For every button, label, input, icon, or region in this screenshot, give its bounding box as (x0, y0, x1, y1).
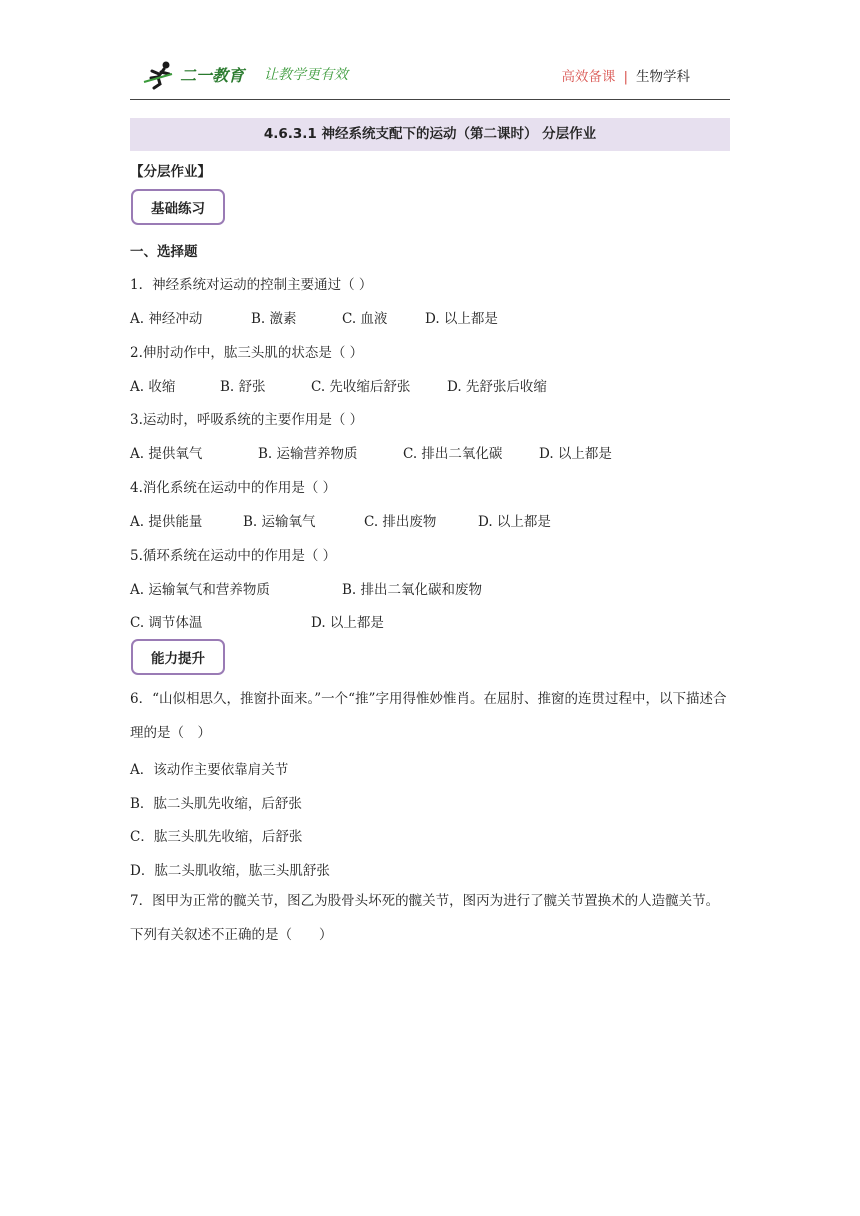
option-d: D. 以上都是 (539, 446, 612, 462)
option-b: B. 运输氧气 (243, 514, 316, 530)
question-6-option-d: D．肱二头肌收缩，肱三头肌舒张 (130, 863, 330, 879)
question-1-options (130, 307, 498, 327)
question-1-stem: 1．神经系统对运动的控制主要通过（ ） (130, 277, 373, 293)
heading-choice: 一、选择题 (130, 244, 198, 260)
question-2-options (130, 375, 547, 395)
option-c: C. 排出废物 (364, 514, 437, 530)
question-6-option-b: B．肱二头肌先收缩，后舒张 (130, 796, 302, 812)
option-a: A. 提供能量 (130, 514, 203, 530)
header-right (561, 65, 690, 85)
option-c: C. 排出二氧化碳 (403, 446, 503, 462)
option-c: C. 血液 (342, 311, 388, 327)
question-6-option-a: A．该动作主要依靠肩关节 (130, 762, 289, 778)
question-7-stem: 7．图甲为正常的髋关节，图乙为股骨头坏死的髋关节，图丙为进行了髋关节置换术的人造髋关节。下列有关叙述不正确的是（ ） (130, 893, 720, 943)
badge-basic: 基础练习 (131, 189, 225, 225)
option-a: A. 收缩 (130, 379, 176, 395)
question-3-stem: 3.运动时，呼吸系统的主要作用是（ ） (130, 412, 364, 428)
question-5-options-row-1 (130, 578, 482, 598)
page-title: 4.6.3.1 神经系统支配下的运动（第二课时） 分层作业 (130, 118, 730, 151)
option-d: D. 以上都是 (311, 615, 384, 631)
logo-text: 二一教育 (180, 66, 245, 85)
option-a: A. 神经冲动 (130, 311, 203, 327)
question-6-stem: 6．“山似相思久，推窗扑面来。”一个“推”字用得惟妙惟肖。在屈肘、推窗的连贯过程中，以下描述合理的是（ ） (130, 691, 727, 741)
header-tag-prep: 高效备课 (561, 69, 616, 85)
option-d: D. 先舒张后收缩 (447, 379, 547, 395)
option-b: B. 激素 (251, 311, 297, 327)
header-rule (130, 99, 730, 100)
section-label: 【分层作业】 (130, 164, 211, 180)
badge-advanced: 能力提升 (131, 639, 225, 675)
option-d: D. 以上都是 (478, 514, 551, 530)
option-c: C. 先收缩后舒张 (311, 379, 411, 395)
option-b: B. 排出二氧化碳和废物 (342, 582, 483, 598)
question-6-option-c: C．肱三头肌先收缩，后舒张 (130, 829, 303, 845)
option-b: B. 运输营养物质 (258, 446, 358, 462)
logo-slogan: 让教学更有效 (264, 67, 348, 83)
question-4-stem: 4.消化系统在运动中的作用是（ ） (130, 480, 337, 496)
option-a: A. 运输氧气和营养物质 (130, 582, 270, 598)
question-5-stem: 5.循环系统在运动中的作用是（ ） (130, 548, 337, 564)
header-separator: | (623, 69, 628, 85)
question-4-options (130, 510, 551, 530)
option-d: D. 以上都是 (425, 311, 498, 327)
header-tag-subject: 生物学科 (636, 69, 690, 85)
option-c: C. 调节体温 (130, 615, 203, 631)
page-header (130, 52, 730, 100)
logo (142, 60, 362, 90)
question-5-options-row-2 (130, 611, 384, 631)
running-figure-icon (142, 60, 178, 90)
option-b: B. 舒张 (220, 379, 266, 395)
question-3-options (130, 442, 612, 462)
option-a: A. 提供氧气 (130, 446, 203, 462)
question-2-stem: 2.伸肘动作中，肱三头肌的状态是（ ） (130, 345, 364, 361)
